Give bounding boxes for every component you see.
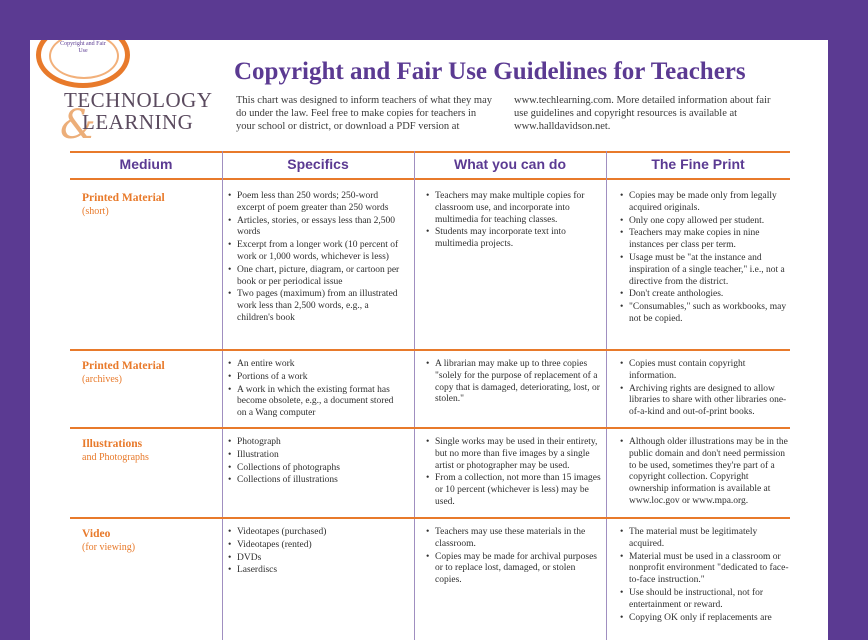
medium-subtitle: (short) xyxy=(82,206,109,217)
column-divider xyxy=(414,151,415,640)
list-item: • Videotapes (rented) xyxy=(228,540,400,552)
header-bottom-rule xyxy=(70,178,790,180)
list-item: • An entire work xyxy=(228,359,400,371)
medium-label xyxy=(82,191,222,219)
medium-name: Printed Material xyxy=(82,192,165,204)
list-item: • Archiving rights are designed to allow libraries to share with other libraries one-of-a-kind and out-of-print books. xyxy=(620,384,790,419)
column-header-specifics: Specifics xyxy=(287,156,349,172)
list-item: • The material must be legitimately acquired. xyxy=(620,527,790,551)
specifics-list xyxy=(228,527,400,578)
specifics-list xyxy=(228,437,400,488)
list-item: • Copies must contain copyright information. xyxy=(620,359,790,383)
list-item: • Students may incorporate text into multimedia projects. xyxy=(426,227,602,251)
table-header-row xyxy=(70,153,790,177)
medium-label xyxy=(82,359,222,387)
copyright-logo xyxy=(36,40,130,88)
medium-label xyxy=(82,527,222,555)
list-item: • Teachers may make multiple copies for classroom use, and incorporate into multimedia for teaching classes. xyxy=(426,191,602,226)
can-do-list xyxy=(426,191,602,252)
list-item: • Illustration xyxy=(228,450,400,462)
column-divider xyxy=(222,151,223,640)
page-title: Copyright and Fair Use Guidelines for Teachers xyxy=(234,58,746,85)
can-do-list xyxy=(426,437,602,510)
list-item: • Only one copy allowed per student. xyxy=(620,216,790,228)
guidelines-sheet xyxy=(30,40,828,640)
medium-subtitle: (archives) xyxy=(82,374,122,385)
column-header-fine-print: The Fine Print xyxy=(651,156,745,172)
fine-print-list xyxy=(620,437,790,509)
column-header-medium: Medium xyxy=(119,156,173,172)
can-do-list xyxy=(426,359,602,407)
list-item: • Use should be instructional, not for entertainment or reward. xyxy=(620,588,790,612)
page-border xyxy=(0,0,30,630)
column-header-can-do: What you can do xyxy=(454,156,566,172)
column-divider xyxy=(606,151,607,640)
medium-subtitle: (for viewing) xyxy=(82,542,136,553)
list-item: • A librarian may make up to three copies "solely for the purpose of replacement of a copy that is damaged, deteriorating, lost, or stolen." xyxy=(426,359,602,406)
fine-print-list xyxy=(620,191,790,327)
list-item: • Collections of illustrations xyxy=(228,475,400,487)
fine-print-list xyxy=(620,527,790,625)
list-item: • Poem less than 250 words; 250-word excerpt of poem greater than 250 words xyxy=(228,191,400,215)
brand-ampersand: & xyxy=(60,102,96,148)
row-divider xyxy=(70,517,790,519)
medium-subtitle: and Photographs xyxy=(82,452,149,463)
list-item: • A work in which the existing format has become obsolete, e.g., a document stored on a Wang computer xyxy=(228,385,400,420)
can-do-list xyxy=(426,527,602,588)
list-item: • Articles, stories, or essays less than 2,500 words xyxy=(228,216,400,240)
row-divider xyxy=(70,427,790,429)
medium-label xyxy=(82,437,222,465)
intro-text-left: This chart was designed to inform teachers of what they may do under the law. Feel free to make copies for teachers in your school or district, or download a PDF version at xyxy=(236,95,493,132)
specifics-list xyxy=(228,191,400,326)
list-item: • Laserdiscs xyxy=(228,565,400,577)
specifics-list xyxy=(228,359,400,421)
logo-text: Copyright and Fair Use xyxy=(60,41,106,54)
list-item: • Videotapes (purchased) xyxy=(228,527,400,539)
list-item: • Teachers may make copies in nine instances per class per term. xyxy=(620,228,790,252)
list-item: • DVDs xyxy=(228,553,400,565)
list-item: • From a collection, not more than 15 images or 10 percent (whichever is less) may be used. xyxy=(426,473,602,508)
list-item: • Two pages (maximum) from an illustrated work less than 2,500 words, e.g., a children's book xyxy=(228,289,400,324)
list-item: • Excerpt from a longer work (10 percent of work or 1,000 words, whichever is less) xyxy=(228,240,400,264)
list-item: • Copying OK only if replacements are xyxy=(620,613,790,625)
medium-name: Illustrations xyxy=(82,438,143,450)
list-item: • Usage must be "at the instance and inspiration of a single teacher," i.e., not a directive from the district. xyxy=(620,253,790,288)
list-item: • Single works may be used in their entirety, but no more than five images by a single artist or photographer may be used. xyxy=(426,437,602,472)
list-item: • Material must be used in a classroom or nonprofit environment "dedicated to face-to-face instruction." xyxy=(620,552,790,587)
brand-technology: TECHNOLOGY xyxy=(64,88,213,112)
list-item: • Photograph xyxy=(228,437,400,449)
medium-name: Printed Material xyxy=(82,360,165,372)
list-item: • One chart, picture, diagram, or cartoon per book or per periodical issue xyxy=(228,265,400,289)
list-item: • Collections of photographs xyxy=(228,463,400,475)
list-item: • Copies may be made only from legally acquired originals. xyxy=(620,191,790,215)
list-item: • Although older illustrations may be in the public domain and don't need permission to be used, sometimes they're part of a copyright collection. Copyright ownership information is available at www.loc.gov or www.mpa.org. xyxy=(620,437,790,508)
list-item: • Portions of a work xyxy=(228,372,400,384)
list-item: • Don't create anthologies. xyxy=(620,289,790,301)
medium-name: Video xyxy=(82,528,111,540)
list-item: • "Consumables," such as workbooks, may not be copied. xyxy=(620,302,790,326)
fine-print-list xyxy=(620,359,790,420)
brand-learning: LEARNING xyxy=(82,110,194,134)
list-item: • Teachers may use these materials in the classroom. xyxy=(426,527,602,551)
list-item: • Copies may be made for archival purposes or to replace lost, damaged, or stolen copies. xyxy=(426,552,602,587)
intro-text-right: www.techlearning.com. More detailed information about fair use guidelines and copyright resources is available at www.halldavidson.net. xyxy=(514,95,771,132)
row-divider xyxy=(70,349,790,351)
